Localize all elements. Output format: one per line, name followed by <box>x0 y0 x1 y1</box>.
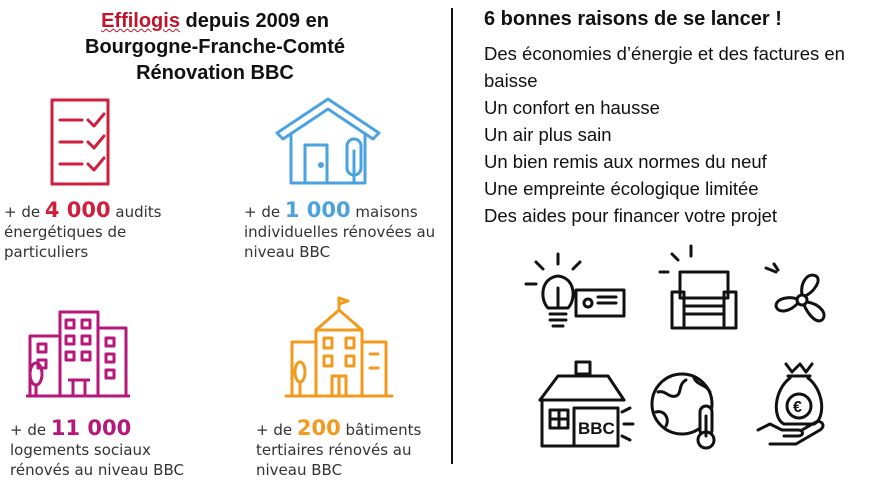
money-bag-hand-icon <box>756 360 836 450</box>
bbc-label: BBC <box>578 419 615 438</box>
fan-icon <box>764 262 834 332</box>
vertical-divider <box>451 8 453 464</box>
stat-audits: + de 4 000 audits énergétiques de particuliers <box>4 198 162 261</box>
title-line3: Rénovation BBC <box>136 62 294 84</box>
armchair-icon <box>658 244 740 332</box>
stat-number: 4 000 <box>44 198 111 222</box>
stat-maisons: + de 1 000 maisons individuelles rénovées au niveau BBC <box>244 198 436 261</box>
office-building-icon <box>286 296 392 400</box>
list-item: Un bien remis aux normes du neuf <box>484 151 767 172</box>
globe-thermometer-icon <box>648 370 728 450</box>
list-item: Un air plus sain <box>484 124 612 145</box>
apartment-building-icon <box>26 308 130 400</box>
title-line1-rest: depuis 2009 en <box>179 10 329 32</box>
stat-number: 11 000 <box>50 416 132 440</box>
stat-number: 1 000 <box>284 198 351 222</box>
house-icon <box>273 95 383 187</box>
list-item: Des aides pour financer votre projet <box>484 205 778 226</box>
reasons-title: 6 bonnes raisons de se lancer ! <box>484 8 782 30</box>
title-line2: Bourgogne-Franche-Comté <box>85 36 345 58</box>
list-item: Des économies d’énergie et des factures en <box>484 43 845 64</box>
lightbulb-bill-icon <box>524 252 628 332</box>
list-item: baisse <box>484 70 538 91</box>
bbc-house-icon <box>536 360 636 450</box>
list-item: Un confort en hausse <box>484 97 660 118</box>
euro-symbol: € <box>793 399 802 416</box>
checklist-icon <box>50 98 110 186</box>
brand-name: Effilogis <box>101 10 180 32</box>
reasons-list <box>484 40 889 229</box>
stat-logements: + de 11 000 logements sociaux rénovés au niveau BBC <box>10 416 184 479</box>
left-title <box>40 8 390 86</box>
stat-batiments: + de 200 bâtiments tertiaires rénovés au niveau BBC <box>256 416 422 479</box>
list-item: Une empreinte écologique limitée <box>484 178 759 199</box>
stat-number: 200 <box>296 416 341 440</box>
